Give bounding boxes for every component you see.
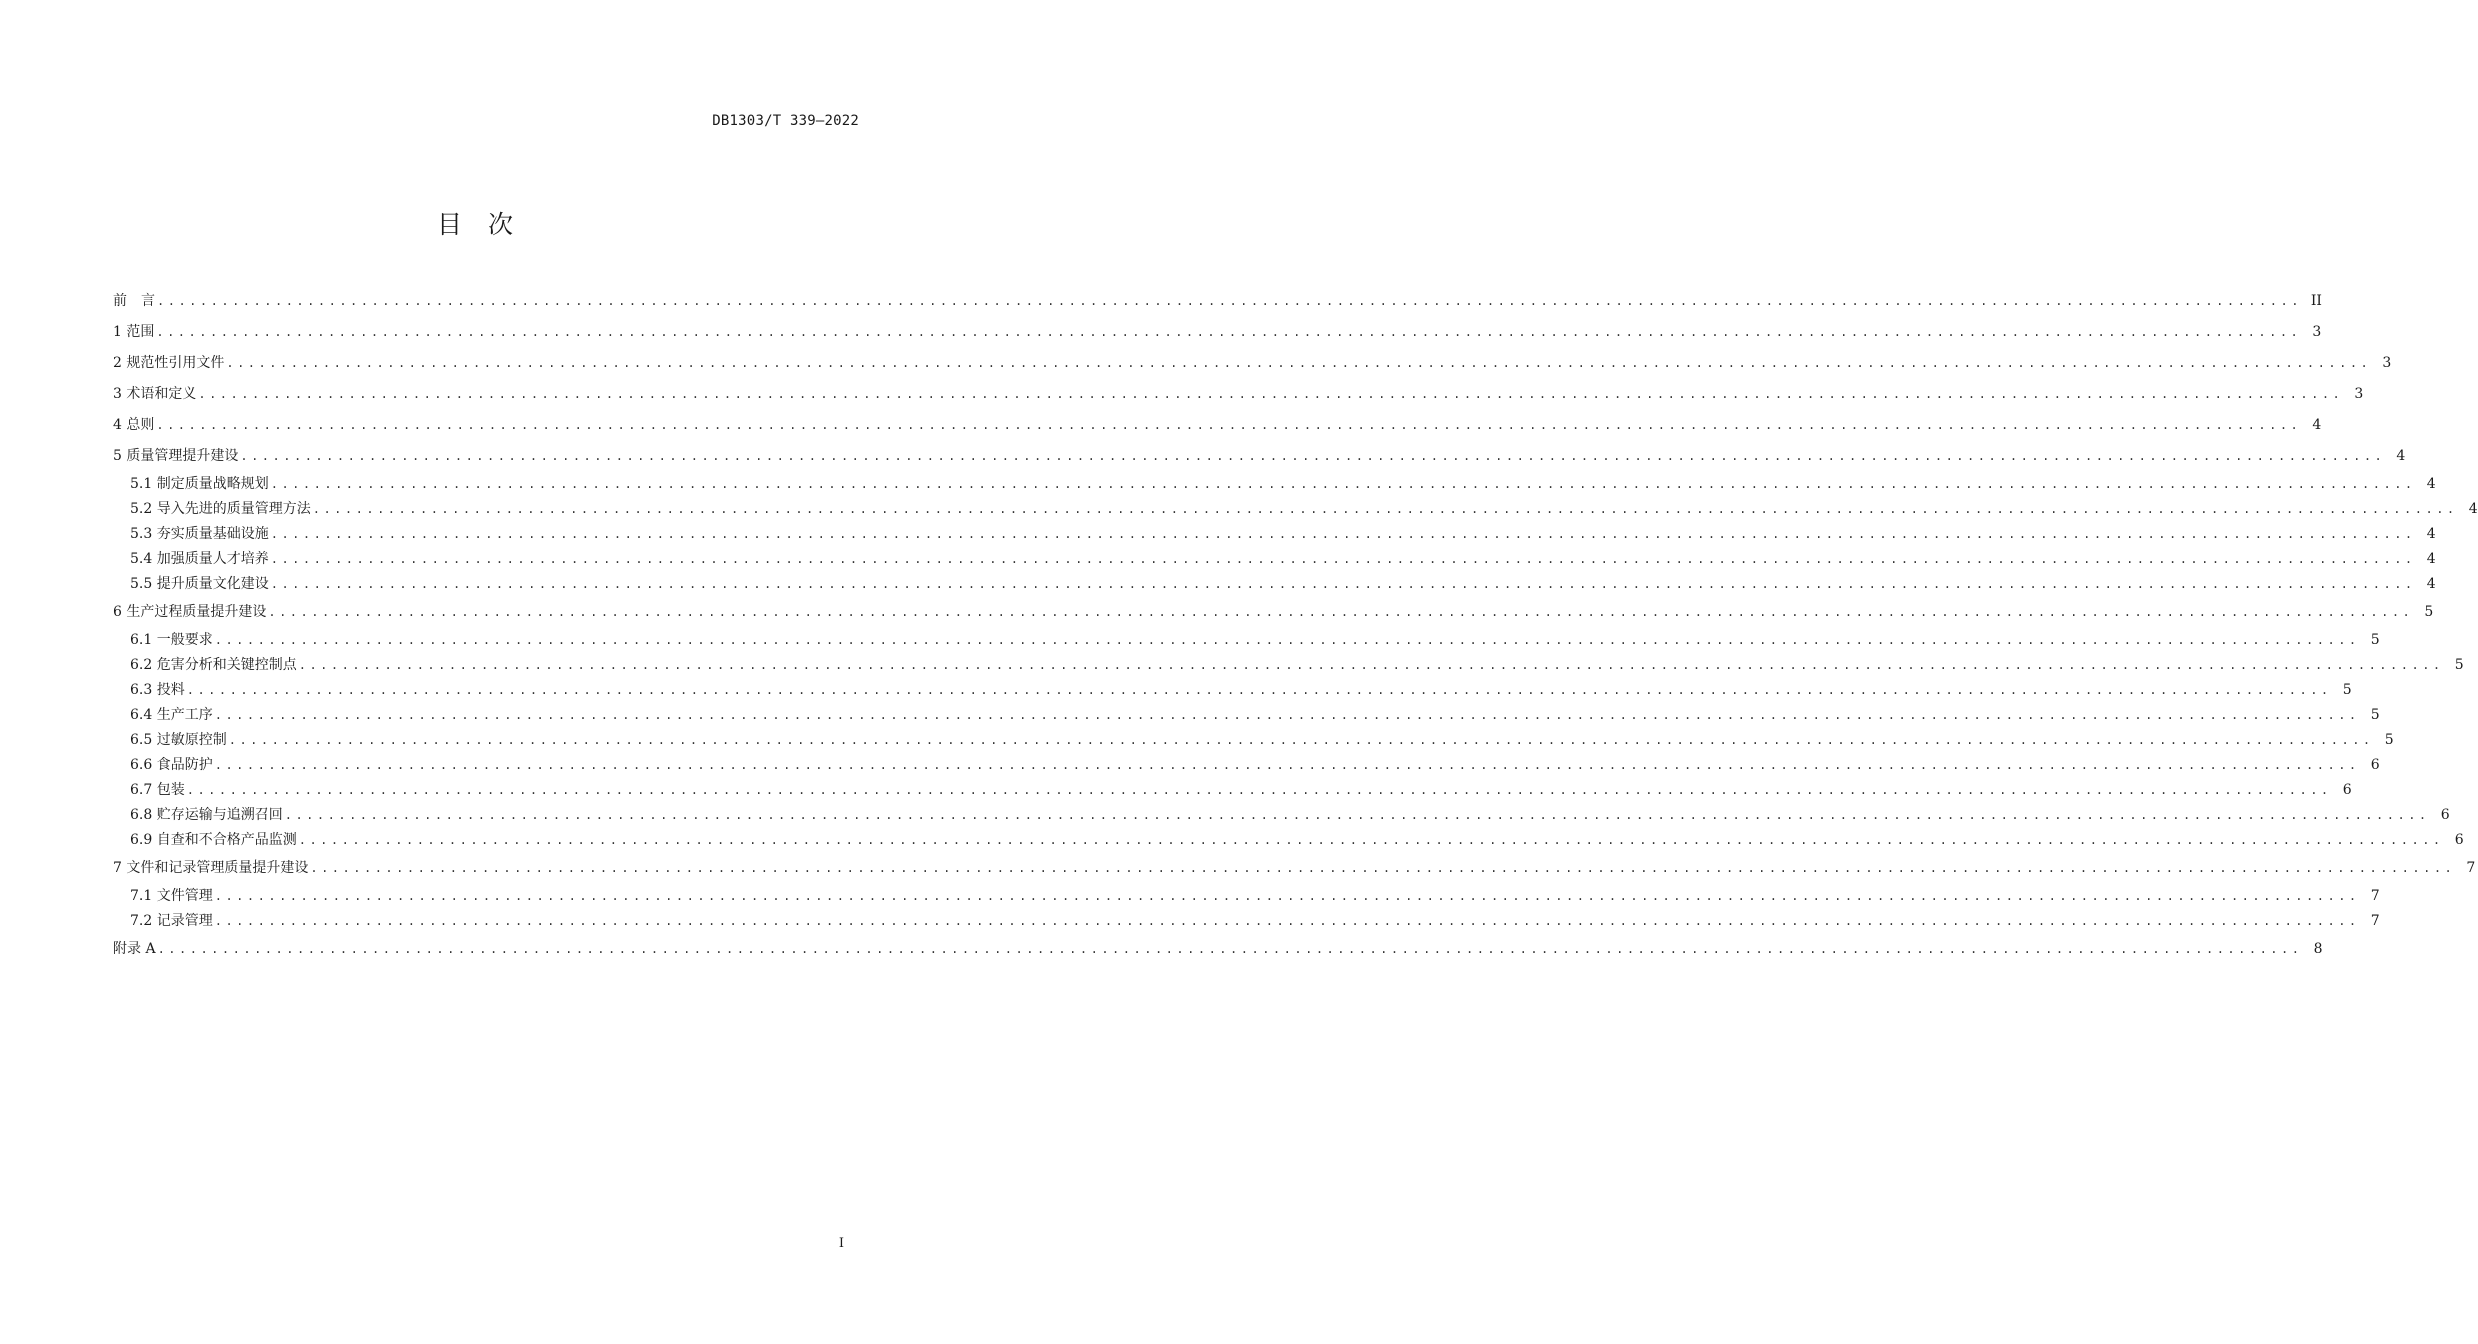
toc-entry-label: 6.6 食品防护 <box>130 757 213 773</box>
toc-entry-label: 5.3 夯实质量基础设施 <box>130 526 269 542</box>
toc-entry-label: 5.1 制定质量战略规划 <box>130 476 269 492</box>
toc-entry-label: 附录 A <box>113 941 156 957</box>
table-of-contents <box>113 286 2478 965</box>
toc-entry-label: 1 范围 <box>113 324 155 340</box>
toc-leader-dots: ........................................................................................................................................................................................................ <box>156 418 2302 432</box>
toc-entry-page: 5 <box>2342 682 2352 698</box>
toc-leader-dots: ........................................................................................................................................................................................................ <box>214 708 2360 722</box>
toc-entry[interactable] <box>113 703 2380 728</box>
toc-leader-dots: ........................................................................................................................................................................................................ <box>156 325 2302 339</box>
toc-entry-page: 6 <box>2370 757 2380 773</box>
toc-entry-label: 前 言 <box>113 293 155 309</box>
toc-entry[interactable] <box>113 803 2450 828</box>
toc-leader-dots: ........................................................................................................................................................................................................ <box>270 477 2416 491</box>
toc-entry-label: 7.1 文件管理 <box>130 888 213 904</box>
toc-entry-label: 5 质量管理提升建设 <box>113 448 239 464</box>
toc-entry[interactable] <box>113 778 2352 803</box>
toc-leader-dots: ........................................................................................................................................................................................................ <box>226 356 2372 370</box>
toc-entry-page: 3 <box>2354 386 2364 402</box>
toc-entry[interactable] <box>113 853 2476 884</box>
toc-entry-label: 7 文件和记录管理质量提升建设 <box>113 860 309 876</box>
toc-leader-dots: ........................................................................................................................................................................................................ <box>298 833 2444 847</box>
toc-entry[interactable] <box>113 379 2364 410</box>
toc-entry-label: 6.4 生产工序 <box>130 707 213 723</box>
toc-entry-label: 4 总则 <box>113 417 155 433</box>
toc-entry-label: 6.2 危害分析和关键控制点 <box>130 657 297 673</box>
toc-entry[interactable] <box>113 653 2464 678</box>
toc-entry-label: 6.9 自查和不合格产品监测 <box>130 832 297 848</box>
toc-entry-label: 6.8 贮存运输与追溯召回 <box>130 807 283 823</box>
toc-entry-page: 4 <box>2426 476 2436 492</box>
toc-entry[interactable] <box>113 934 2323 965</box>
toc-leader-dots: ........................................................................................................................................................................................................ <box>228 733 2374 747</box>
toc-entry-page: 7 <box>2466 860 2476 876</box>
toc-leader-dots: ........................................................................................................................................................................................................ <box>198 387 2344 401</box>
toc-entry-page: 6 <box>2454 832 2464 848</box>
toc-entry[interactable] <box>113 441 2406 472</box>
toc-leader-dots: ........................................................................................................................................................................................................ <box>186 783 2332 797</box>
toc-entry-page: 3 <box>2382 355 2392 371</box>
toc-entry[interactable] <box>113 522 2436 547</box>
toc-entry-label: 6.3 投料 <box>130 682 185 698</box>
toc-entry-label: 6.1 一般要求 <box>130 632 213 648</box>
toc-leader-dots: ........................................................................................................................................................................................................ <box>186 683 2332 697</box>
toc-entry-page: 8 <box>2313 941 2323 957</box>
toc-entry[interactable] <box>113 753 2380 778</box>
toc-entry-page: 7 <box>2370 913 2380 929</box>
toc-entry-page: 5 <box>2370 632 2380 648</box>
toc-entry-page: 6 <box>2342 782 2352 798</box>
toc-entry-label: 6.5 过敏原控制 <box>130 732 227 748</box>
toc-entry[interactable] <box>113 410 2322 441</box>
toc-entry-page: 4 <box>2426 526 2436 542</box>
toc-entry-page: 5 <box>2454 657 2464 673</box>
toc-entry[interactable] <box>113 909 2380 934</box>
toc-leader-dots: ........................................................................................................................................................................................................ <box>270 577 2416 591</box>
toc-entry-page: 6 <box>2440 807 2450 823</box>
toc-entry[interactable] <box>113 572 2436 597</box>
toc-entry[interactable] <box>113 678 2352 703</box>
toc-entry-page: 4 <box>2312 417 2322 433</box>
toc-entry-label: 7.2 记录管理 <box>130 913 213 929</box>
toc-leader-dots: ........................................................................................................................................................................................................ <box>312 502 2458 516</box>
page-number: I <box>838 1236 844 1251</box>
toc-entry-label: 5.5 提升质量文化建设 <box>130 576 269 592</box>
toc-entry-label: 6.7 包装 <box>130 782 185 798</box>
toc-entry-label: 5.4 加强质量人才培养 <box>130 551 269 567</box>
toc-leader-dots: ........................................................................................................................................................................................................ <box>270 527 2416 541</box>
toc-entry-page: 5 <box>2424 604 2434 620</box>
toc-entry[interactable] <box>113 728 2394 753</box>
toc-entry-label: 2 规范性引用文件 <box>113 355 225 371</box>
toc-leader-dots: ........................................................................................................................................................................................................ <box>310 861 2456 875</box>
toc-entry-page: 4 <box>2468 501 2478 517</box>
document-code: DB1303/T 339—2022 <box>712 113 859 129</box>
toc-leader-dots: ........................................................................................................................................................................................................ <box>240 449 2386 463</box>
toc-entry[interactable] <box>113 348 2392 379</box>
toc-leader-dots: ........................................................................................................................................................................................................ <box>214 889 2360 903</box>
toc-entry-label: 3 术语和定义 <box>113 386 197 402</box>
toc-entry[interactable] <box>113 884 2380 909</box>
toc-leader-dots: ........................................................................................................................................................................................................ <box>214 633 2360 647</box>
toc-entry[interactable] <box>113 628 2380 653</box>
toc-leader-dots: ........................................................................................................................................................................................................ <box>157 942 2303 956</box>
toc-entry-page: 4 <box>2426 551 2436 567</box>
toc-entry-label: 5.2 导入先进的质量管理方法 <box>130 501 311 517</box>
toc-entry-page: 4 <box>2426 576 2436 592</box>
toc-entry[interactable] <box>113 828 2464 853</box>
toc-entry-page: II <box>2310 293 2322 309</box>
toc-title: 目次 <box>436 210 539 239</box>
toc-leader-dots: ........................................................................................................................................................................................................ <box>214 758 2360 772</box>
toc-entry-page: 7 <box>2370 888 2380 904</box>
toc-entry[interactable] <box>113 597 2434 628</box>
toc-entry[interactable] <box>113 317 2322 348</box>
toc-entry-label: 6 生产过程质量提升建设 <box>113 604 267 620</box>
toc-entry-page: 3 <box>2312 324 2322 340</box>
toc-entry-page: 5 <box>2384 732 2394 748</box>
toc-leader-dots: ........................................................................................................................................................................................................ <box>284 808 2430 822</box>
toc-entry[interactable] <box>113 497 2478 522</box>
toc-entry[interactable] <box>113 286 2322 317</box>
toc-leader-dots: ........................................................................................................................................................................................................ <box>268 605 2414 619</box>
toc-entry[interactable] <box>113 472 2436 497</box>
toc-leader-dots: ........................................................................................................................................................................................................ <box>270 552 2416 566</box>
toc-leader-dots: ........................................................................................................................................................................................................ <box>157 294 2302 308</box>
toc-entry-page: 4 <box>2396 448 2406 464</box>
toc-entry-page: 5 <box>2370 707 2380 723</box>
toc-entry[interactable] <box>113 547 2436 572</box>
toc-leader-dots: ........................................................................................................................................................................................................ <box>214 914 2360 928</box>
toc-leader-dots: ........................................................................................................................................................................................................ <box>298 658 2444 672</box>
